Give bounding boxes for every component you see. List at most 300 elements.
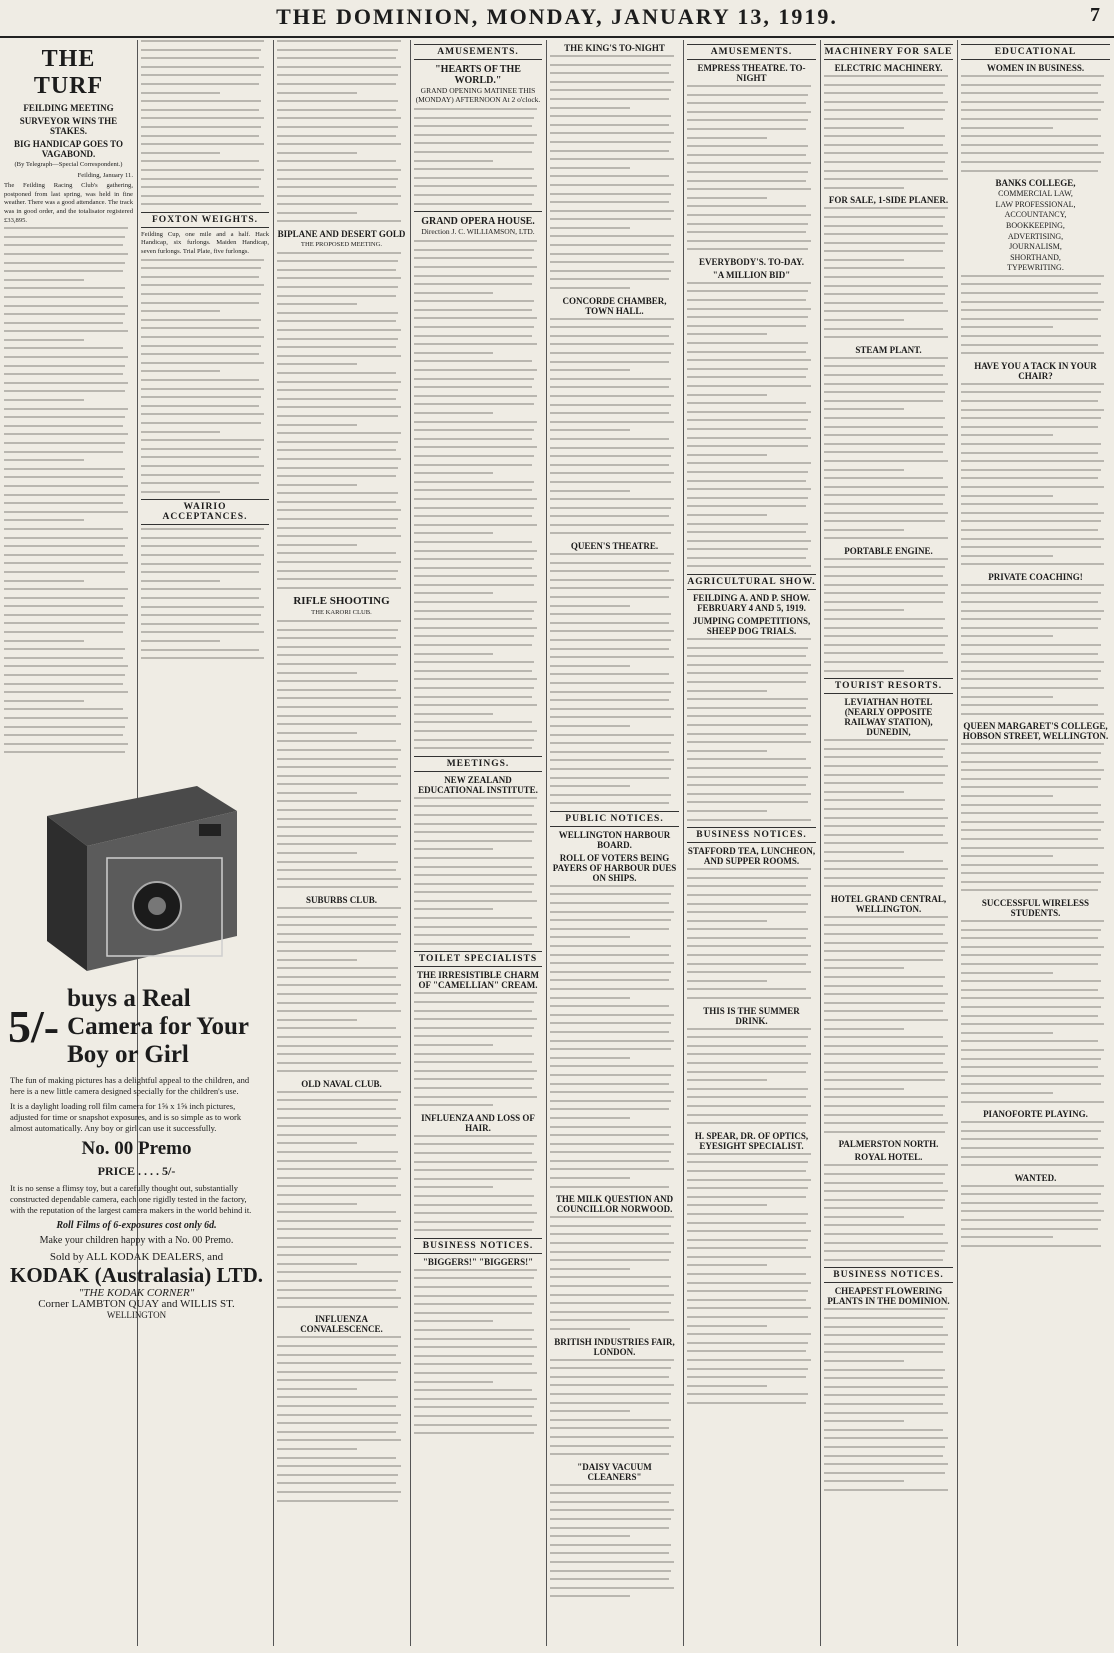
text-line xyxy=(824,1071,948,1073)
summer-drink: THIS IS THE SUMMER DRINK. xyxy=(703,1005,800,1026)
text-line xyxy=(687,1393,808,1395)
text-line xyxy=(141,178,261,180)
text-line xyxy=(550,1561,674,1563)
text-line xyxy=(550,1410,630,1412)
text-line xyxy=(824,601,943,603)
text-line xyxy=(687,937,806,939)
text-line xyxy=(277,1062,401,1064)
text-line xyxy=(141,362,264,364)
text-line xyxy=(277,424,357,426)
text-line xyxy=(824,558,948,560)
text-line xyxy=(824,357,948,359)
text-line xyxy=(550,124,669,126)
text-line xyxy=(824,1105,945,1107)
text-line xyxy=(277,646,401,648)
text-line xyxy=(277,1160,396,1162)
text-line xyxy=(4,468,125,470)
text-line xyxy=(414,721,532,723)
text-line xyxy=(550,979,669,981)
text-line xyxy=(414,429,534,431)
text-line xyxy=(961,1147,1104,1149)
text-line xyxy=(824,1446,945,1448)
text-line xyxy=(687,480,806,482)
text-line xyxy=(414,1061,532,1063)
text-line xyxy=(4,270,123,272)
text-line xyxy=(550,665,630,667)
text-line xyxy=(961,326,1053,328)
text-line xyxy=(277,260,398,262)
text-line xyxy=(961,989,1098,991)
text-line xyxy=(687,85,811,87)
text-line xyxy=(687,750,767,752)
text-line xyxy=(824,1045,948,1047)
text-line xyxy=(961,678,1098,680)
column-amusements-2 xyxy=(546,40,683,1646)
text-line xyxy=(824,924,945,926)
text-line xyxy=(414,575,537,577)
text-line xyxy=(687,715,811,717)
text-line xyxy=(550,318,674,320)
influenza-heading: INFLUENZA CONVALESCENCE. xyxy=(300,1314,383,1335)
text-line xyxy=(687,885,806,887)
text-line xyxy=(277,1362,401,1364)
text-line xyxy=(277,766,396,768)
text-line xyxy=(277,1345,398,1347)
text-line xyxy=(550,1285,669,1287)
text-line xyxy=(141,169,264,171)
text-line xyxy=(961,529,1098,531)
text-line xyxy=(687,1079,767,1081)
text-line xyxy=(550,1367,671,1369)
text-filler xyxy=(961,920,1110,1102)
text-line xyxy=(961,997,1104,999)
text-line xyxy=(961,653,1098,655)
text-line xyxy=(961,592,1101,594)
text-line xyxy=(687,214,811,216)
text-line xyxy=(414,653,493,655)
text-line xyxy=(687,333,767,335)
text-line xyxy=(687,119,808,121)
text-line xyxy=(550,1376,669,1378)
text-line xyxy=(687,1359,811,1361)
text-line xyxy=(961,460,1104,462)
text-line xyxy=(550,253,669,255)
text-line xyxy=(687,1402,806,1404)
text-line xyxy=(550,1031,669,1033)
text-line xyxy=(824,967,904,969)
text-line xyxy=(961,821,1104,823)
text-filler xyxy=(961,275,1110,354)
kings-theatre: THE KING'S TO-NIGHT xyxy=(564,43,665,53)
text-line xyxy=(961,283,1101,285)
text-line xyxy=(961,855,1053,857)
column-educational xyxy=(957,40,1114,1646)
text-line xyxy=(550,167,630,169)
text-line xyxy=(687,299,806,301)
text-line xyxy=(4,580,84,582)
text-line xyxy=(141,413,264,415)
text-line xyxy=(550,1302,671,1304)
text-line xyxy=(277,1203,357,1205)
text-line xyxy=(961,152,1104,154)
text-filler xyxy=(550,318,679,535)
text-line xyxy=(277,152,357,154)
text-line xyxy=(961,847,1104,849)
text-line xyxy=(550,335,669,337)
text-line xyxy=(550,1445,671,1447)
text-line xyxy=(550,751,669,753)
text-line xyxy=(550,1233,669,1235)
text-line xyxy=(414,1001,534,1003)
text-line xyxy=(824,1019,948,1021)
text-line xyxy=(277,1228,398,1230)
text-line xyxy=(687,1179,811,1181)
amusements-heading-2: AMUSEMENTS. xyxy=(687,44,816,60)
text-line xyxy=(687,231,806,233)
text-line xyxy=(961,434,1053,436)
text-line xyxy=(277,976,396,978)
text-line xyxy=(414,584,534,586)
text-line xyxy=(961,101,1104,103)
text-line xyxy=(550,352,671,354)
text-line xyxy=(141,631,264,633)
text-line xyxy=(414,317,537,319)
biggers-ad: "BIGGERS!" "BIGGERS!" xyxy=(422,1256,534,1267)
text-line xyxy=(414,125,532,127)
text-line xyxy=(141,92,220,94)
text-line xyxy=(4,313,125,315)
text-line xyxy=(277,303,357,305)
text-line xyxy=(824,135,945,137)
text-line xyxy=(4,674,125,676)
text-line xyxy=(550,962,674,964)
kodak-body-2: It is a daylight loading roll film camera for 1⅝ x 1⅝ inch pictures, adjusted for time or snapshot exposures, and is so simple as to work almost automatically. Any boy or girl can use it successfully. xyxy=(10,1101,242,1133)
text-line xyxy=(141,284,264,286)
text-line xyxy=(414,240,537,242)
text-line xyxy=(961,1121,1104,1123)
text-line xyxy=(414,866,532,868)
text-line xyxy=(277,1045,398,1047)
text-line xyxy=(4,356,128,358)
text-line xyxy=(141,83,259,85)
text-line xyxy=(550,369,630,371)
text-line xyxy=(277,1396,398,1398)
text-line xyxy=(277,484,357,486)
text-line xyxy=(961,661,1104,663)
text-line xyxy=(550,412,669,414)
text-line xyxy=(824,1173,945,1175)
text-line xyxy=(550,141,671,143)
text-line xyxy=(687,111,811,113)
text-line xyxy=(550,1535,630,1537)
text-line xyxy=(414,1303,534,1305)
text-line xyxy=(4,502,123,504)
text-line xyxy=(687,437,811,439)
text-line xyxy=(414,194,534,196)
text-line xyxy=(824,127,904,129)
text-line xyxy=(277,135,396,137)
concorde-chamber: CONCORDE CHAMBER, TOWN HALL. xyxy=(562,295,667,316)
text-line xyxy=(687,411,811,413)
text-line xyxy=(550,1484,674,1486)
text-line xyxy=(687,471,808,473)
roll-of-voters-heading: ROLL OF VOTERS BEING PAYERS OF HARBOUR DUES ON SHIPS. xyxy=(552,852,677,883)
harbour-board-heading: WELLINGTON HARBOUR BOARD. xyxy=(558,829,671,850)
banks-course-item: BOOKKEEPING, xyxy=(1006,220,1065,230)
business-notices-heading: BUSINESS NOTICES. xyxy=(414,1238,542,1254)
agricultural-show-heading: AGRICULTURAL SHOW. xyxy=(687,574,816,590)
text-line xyxy=(414,592,493,594)
text-filler xyxy=(687,282,816,568)
text-line xyxy=(824,512,948,514)
text-line xyxy=(824,267,945,269)
text-line xyxy=(550,404,671,406)
royal-hotel: ROYAL HOTEL. xyxy=(854,1152,923,1163)
text-line xyxy=(414,541,532,543)
text-line xyxy=(824,1036,943,1038)
text-line xyxy=(961,469,1101,471)
text-line xyxy=(687,672,808,674)
text-line xyxy=(277,100,398,102)
text-line xyxy=(961,601,1098,603)
text-line xyxy=(277,1465,401,1467)
text-line xyxy=(414,1096,537,1098)
text-line xyxy=(277,723,401,725)
text-line xyxy=(687,394,767,396)
women-in-business: WOMEN IN BUSINESS. xyxy=(986,63,1085,73)
text-line xyxy=(687,733,806,735)
text-line xyxy=(687,1307,811,1309)
text-line xyxy=(550,1544,671,1546)
text-line xyxy=(687,248,808,250)
text-line xyxy=(414,378,534,380)
text-line xyxy=(277,886,398,888)
text-filler xyxy=(824,75,953,189)
text-line xyxy=(824,644,945,646)
empress-theatre: EMPRESS THEATRE. TO-NIGHT xyxy=(697,63,806,83)
text-line xyxy=(277,1491,401,1493)
kodak-body-1: The fun of making pictures has a delightful appeal to the children, and here is a new little camera designed specially for the children's use. xyxy=(10,1075,250,1096)
text-line xyxy=(550,622,669,624)
text-line xyxy=(550,1151,671,1153)
text-line xyxy=(550,928,669,930)
text-line xyxy=(414,1135,537,1137)
text-line xyxy=(414,151,532,153)
text-line xyxy=(550,361,669,363)
text-line xyxy=(277,492,398,494)
text-line xyxy=(687,1187,808,1189)
text-line xyxy=(824,1308,948,1310)
text-line xyxy=(687,548,808,550)
text-line xyxy=(550,911,674,913)
text-line xyxy=(277,775,401,777)
camera-headline: buys a Real Camera for Your Boy or Girl xyxy=(67,985,249,1068)
text-line xyxy=(277,143,401,145)
text-line xyxy=(4,588,128,590)
text-line xyxy=(414,943,532,945)
text-line xyxy=(961,889,1098,891)
text-line xyxy=(141,152,220,154)
text-line xyxy=(550,498,674,500)
text-line xyxy=(550,639,671,641)
text-line xyxy=(414,489,532,491)
text-line xyxy=(550,261,674,263)
text-line xyxy=(4,545,125,547)
text-line xyxy=(277,1053,396,1055)
text-line xyxy=(414,300,534,302)
text-line xyxy=(961,1083,1101,1085)
text-line xyxy=(277,252,401,254)
text-line xyxy=(687,928,808,930)
text-line xyxy=(141,528,264,530)
text-line xyxy=(550,1492,671,1494)
text-line xyxy=(4,296,123,298)
text-line xyxy=(141,160,259,162)
premo-model: No. 00 Premo xyxy=(81,1138,192,1159)
text-line xyxy=(141,327,259,329)
text-line xyxy=(550,1065,674,1067)
text-line xyxy=(277,654,398,656)
text-line xyxy=(414,292,493,294)
text-line xyxy=(687,868,811,870)
text-line xyxy=(141,439,264,441)
text-line xyxy=(687,638,811,640)
text-line xyxy=(961,275,1104,277)
text-line xyxy=(277,758,398,760)
text-line xyxy=(687,1196,806,1198)
text-line xyxy=(4,657,123,659)
text-line xyxy=(550,429,630,431)
text-line xyxy=(414,1424,537,1426)
text-line xyxy=(141,267,261,269)
text-line xyxy=(687,1290,808,1292)
text-line xyxy=(414,678,537,680)
text-line xyxy=(141,422,261,424)
text-line xyxy=(4,528,123,530)
text-line xyxy=(4,485,128,487)
text-line xyxy=(687,1122,806,1124)
text-line xyxy=(4,339,84,341)
text-line xyxy=(550,562,671,564)
text-filler xyxy=(550,885,679,1188)
text-line xyxy=(414,747,532,749)
text-line xyxy=(961,696,1053,698)
text-line xyxy=(550,158,674,160)
text-line xyxy=(277,398,396,400)
text-line xyxy=(414,360,532,362)
text-line xyxy=(141,117,264,119)
text-line xyxy=(550,708,674,710)
text-filler xyxy=(277,252,406,589)
text-line xyxy=(550,971,671,973)
text-line xyxy=(687,1350,806,1352)
text-line xyxy=(141,396,261,398)
text-line xyxy=(277,689,396,691)
text-line xyxy=(4,597,125,599)
text-line xyxy=(141,623,259,625)
text-line xyxy=(824,1242,948,1244)
text-line xyxy=(414,1018,537,1020)
text-line xyxy=(550,605,630,607)
text-filler xyxy=(4,227,133,760)
text-line xyxy=(277,933,401,935)
text-line xyxy=(414,883,534,885)
turf-heading: THE TURF xyxy=(33,46,104,99)
text-line xyxy=(550,785,630,787)
text-filler xyxy=(824,558,953,672)
text-line xyxy=(550,1328,630,1330)
text-line xyxy=(414,185,537,187)
text-line xyxy=(550,1168,674,1170)
text-line xyxy=(414,805,534,807)
text-line xyxy=(277,475,396,477)
text-line xyxy=(277,732,357,734)
text-line xyxy=(550,343,674,345)
text-line xyxy=(961,872,1104,874)
text-line xyxy=(824,529,904,531)
text-filler xyxy=(824,357,953,539)
text-line xyxy=(961,713,1104,715)
text-line xyxy=(4,648,125,650)
text-line xyxy=(550,902,669,904)
text-line xyxy=(687,445,808,447)
text-line xyxy=(141,482,259,484)
text-line xyxy=(824,285,948,287)
text-line xyxy=(824,207,948,209)
text-line xyxy=(4,743,128,745)
text-line xyxy=(550,1014,674,1016)
text-filler xyxy=(414,1135,542,1232)
text-line xyxy=(824,825,945,827)
text-line xyxy=(277,715,396,717)
text-line xyxy=(550,421,674,423)
text-line xyxy=(687,758,806,760)
text-line xyxy=(414,696,532,698)
text-line xyxy=(961,1023,1104,1025)
text-line xyxy=(414,1432,534,1434)
text-line xyxy=(277,941,398,943)
text-line xyxy=(550,1143,674,1145)
text-line xyxy=(277,950,396,952)
text-line xyxy=(824,310,948,312)
text-line xyxy=(961,1138,1098,1140)
text-line xyxy=(824,1216,904,1218)
text-line xyxy=(824,293,945,295)
text-line xyxy=(550,1083,669,1085)
text-line xyxy=(414,1312,532,1314)
text-line xyxy=(550,1177,630,1179)
text-line xyxy=(550,395,674,397)
text-line xyxy=(961,135,1101,137)
text-line xyxy=(687,801,808,803)
text-line xyxy=(550,1319,674,1321)
banks-course-item: LAW PROFESSIONAL, xyxy=(995,199,1076,209)
text-line xyxy=(277,346,396,348)
text-line xyxy=(277,1185,396,1187)
banks-course-item: TYPEWRITING. xyxy=(1007,263,1064,273)
text-line xyxy=(141,405,259,407)
text-line xyxy=(277,355,401,357)
text-line xyxy=(414,464,532,466)
text-line xyxy=(687,911,806,913)
text-line xyxy=(277,680,398,682)
text-line xyxy=(961,292,1098,294)
story-headline: SURVEYOR WINS THE STAKES. xyxy=(19,116,118,136)
text-line xyxy=(414,160,493,162)
banks-course-list xyxy=(961,190,1110,273)
text-line xyxy=(687,162,811,164)
text-line xyxy=(277,783,398,785)
